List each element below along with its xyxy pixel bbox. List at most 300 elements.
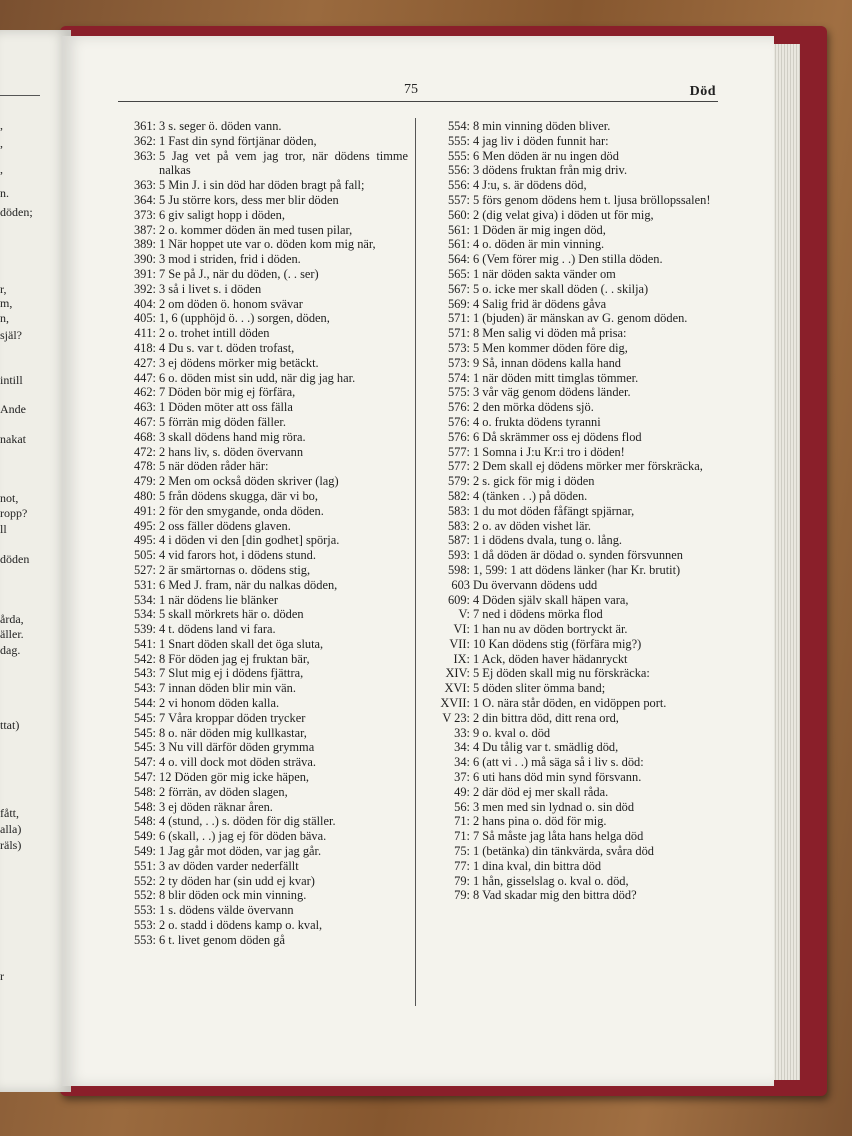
- index-entry: [126, 888, 408, 903]
- index-entry: [126, 519, 408, 534]
- index-entry: [428, 563, 720, 578]
- entry-reference: 49:: [454, 784, 470, 799]
- entry-reference: 543:: [133, 681, 156, 696]
- entry-text: 6 Med J. fram, när du nalkas döden,: [159, 577, 338, 592]
- index-entry: [126, 415, 408, 430]
- left-page-fragment: äller.: [0, 627, 24, 641]
- entry-reference: XIV:: [445, 666, 470, 681]
- index-entry: [428, 149, 720, 164]
- index-entry: [428, 622, 720, 637]
- index-entry: [126, 311, 408, 326]
- entry-text: 1 (betänka) din tänkvärda, svåra död: [473, 844, 654, 859]
- entry-text: 1 Somna i J:u Kr:i tro i döden!: [473, 444, 625, 459]
- left-page-header-rule: [0, 95, 40, 96]
- entry-text: 2 är smärtornas o. dödens stig,: [159, 562, 311, 577]
- entry-text: 5 förs genom dödens hem t. ljusa bröllopssalen!: [473, 192, 711, 207]
- entry-reference: 33:: [454, 725, 470, 740]
- page-number: 75: [404, 82, 418, 97]
- entry-text: 2 oss fäller dödens glaven.: [159, 518, 291, 533]
- index-entry: [126, 326, 408, 341]
- entry-reference: 561:: [447, 237, 470, 252]
- left-page-fragment: räls): [0, 838, 22, 852]
- entry-reference: 71:: [454, 814, 470, 829]
- entry-text: 2 o. trohet intill döden: [159, 326, 270, 341]
- index-entry: [126, 178, 408, 193]
- entry-text: 10 Kan dödens stig (förfära mig?): [473, 636, 642, 651]
- entry-text: 4 Du s. var t. döden trofast,: [159, 340, 295, 355]
- entry-text: 5 Ju större kors, dess mer blir döden: [159, 192, 339, 207]
- index-entry: [126, 459, 408, 474]
- entry-reference: 71:: [454, 829, 470, 844]
- entry-text: 5 från dödens skugga, där vi bo,: [159, 488, 318, 503]
- entry-reference: 551:: [133, 858, 156, 873]
- entry-reference: 79:: [454, 873, 470, 888]
- index-entry: [126, 903, 408, 918]
- index-entry: [428, 814, 720, 829]
- header-rule: [118, 101, 718, 102]
- entry-reference: 549:: [133, 844, 156, 859]
- left-page-fragment: not,: [0, 491, 19, 505]
- index-entry: [428, 371, 720, 386]
- index-entry: [126, 489, 408, 504]
- index-entry: [428, 311, 720, 326]
- index-entry: [126, 711, 408, 726]
- left-page-fragment: r,: [0, 282, 7, 296]
- entry-reference: VII:: [449, 636, 470, 651]
- entry-reference: 545:: [133, 710, 156, 725]
- entry-reference: 363:: [133, 178, 156, 193]
- entry-text: 2 om döden ö. honom svävar: [159, 296, 303, 311]
- entry-reference: 478:: [133, 459, 156, 474]
- entry-reference: 603: [451, 577, 470, 592]
- index-entry: [126, 356, 408, 371]
- entry-text: 6 (skall, . .) jag ej för döden bäva.: [159, 829, 327, 844]
- entry-text: 6 (Vem förer mig . .) Den stilla döden.: [473, 252, 663, 267]
- index-entry: [126, 371, 408, 386]
- index-entry: [428, 504, 720, 519]
- entry-text: 12 Döden gör mig icke häpen,: [159, 770, 310, 785]
- index-entry: [126, 918, 408, 933]
- index-entry: [126, 859, 408, 874]
- index-entry: [428, 445, 720, 460]
- entry-text: 7 Slut mig ej i dödens fjättra,: [159, 666, 304, 681]
- page-header: [118, 82, 718, 102]
- entry-text: 3 av döden varder nederfällt: [159, 858, 299, 873]
- index-entry: [126, 430, 408, 445]
- entry-text: 2 förrän, av döden slagen,: [159, 784, 288, 799]
- entry-text: 1 hån, gisselslag o. kval o. död,: [473, 873, 629, 888]
- index-entry: [126, 252, 408, 267]
- index-entry: [428, 696, 720, 711]
- index-entry: [126, 814, 408, 829]
- entry-text: 4 Salig frid är dödens gåva: [473, 296, 607, 311]
- entry-text: 5 förrän mig döden fäller.: [159, 414, 286, 429]
- index-entry: [126, 149, 408, 179]
- index-entry: [428, 297, 720, 312]
- entry-text: 3 så i livet s. i döden: [159, 281, 262, 296]
- entry-text: 3 dödens fruktan från mig driv.: [473, 163, 628, 178]
- index-entry: [428, 711, 720, 726]
- index-entry: [126, 637, 408, 652]
- entry-text: 4 J:u, s. är dödens död,: [473, 178, 587, 193]
- index-entry: [428, 400, 720, 415]
- entry-reference: 491:: [133, 503, 156, 518]
- entry-text: 4 Döden själv skall häpen vara,: [473, 592, 629, 607]
- index-entry: [126, 800, 408, 815]
- entry-reference: 389:: [133, 237, 156, 252]
- index-entry: [428, 208, 720, 223]
- index-entry: [428, 341, 720, 356]
- left-page-fragment: m,: [0, 296, 13, 310]
- index-entry: [428, 593, 720, 608]
- entry-text: 1 O. nära står döden, en vidöppen port.: [473, 696, 667, 711]
- entry-reference: 505:: [133, 548, 156, 563]
- entry-reference: 79:: [454, 888, 470, 903]
- left-page-fragment: fått,: [0, 806, 19, 820]
- entry-reference: 479:: [133, 474, 156, 489]
- entry-text: 3 ej döden räknar åren.: [159, 799, 273, 814]
- entry-text: 1 i dödens dvala, tung o. lång.: [473, 533, 623, 548]
- entry-reference: 468:: [133, 429, 156, 444]
- index-entry: [126, 726, 408, 741]
- index-entry: [126, 445, 408, 460]
- index-entry: [126, 829, 408, 844]
- entry-reference: 609:: [447, 592, 470, 607]
- index-entry: [126, 755, 408, 770]
- left-page-fragment: årda,: [0, 612, 24, 626]
- index-entry: [126, 193, 408, 208]
- entry-text: 1 Döden är mig ingen död,: [473, 222, 606, 237]
- left-page-fragment: n.: [0, 186, 9, 200]
- entry-text: 2 hans liv, s. döden övervann: [159, 444, 304, 459]
- entry-text: 8 min vinning döden bliver.: [473, 119, 611, 133]
- index-entry: [126, 770, 408, 785]
- entry-reference: 598:: [447, 562, 470, 577]
- entry-reference: 577:: [447, 444, 470, 459]
- entry-text: 2 o. kommer döden än med tusen pilar,: [159, 222, 353, 237]
- entry-reference: 404:: [133, 296, 156, 311]
- entry-reference: 571:: [447, 311, 470, 326]
- entry-reference: XVII:: [440, 696, 470, 711]
- index-entry: [428, 356, 720, 371]
- entry-reference: 364:: [133, 192, 156, 207]
- index-entry: [126, 578, 408, 593]
- index-entry: [126, 385, 408, 400]
- entry-reference: 576:: [447, 429, 470, 444]
- entry-text: 5 Jag vet på vem jag tror, när dödens timme nalkas: [159, 148, 408, 178]
- entry-reference: 495:: [133, 518, 156, 533]
- index-entry: [428, 459, 720, 474]
- index-entry: [126, 593, 408, 608]
- index-entry: [428, 489, 720, 504]
- left-column: [126, 119, 408, 948]
- index-entry: [428, 666, 720, 681]
- index-entry: [428, 533, 720, 548]
- entry-reference: V 23:: [442, 710, 470, 725]
- entry-text: 4 (stund, . .) s. döden för dig ställer.: [159, 814, 336, 829]
- entry-text: 4 o. vill dock mot döden sträva.: [159, 755, 316, 770]
- entry-text: 3 skall dödens hand mig röra.: [159, 429, 306, 444]
- entry-text: 6 Men döden är nu ingen död: [473, 148, 619, 163]
- entry-text: 1 (bjuden) är mänskan av G. genom döden.: [473, 311, 688, 326]
- entry-text: 4 i döden vi den [din godhet] spörja.: [159, 533, 340, 548]
- entry-text: 8 blir döden ock min vinning.: [159, 888, 307, 903]
- entry-reference: 593:: [447, 548, 470, 563]
- entry-text: 3 vår väg genom dödens länder.: [473, 385, 631, 400]
- index-entry: [126, 548, 408, 563]
- entry-reference: 545:: [133, 740, 156, 755]
- entry-text: 4 o. döden är min vinning.: [473, 237, 605, 252]
- index-entry: [126, 933, 408, 948]
- index-entry: [428, 519, 720, 534]
- entry-reference: 405:: [133, 311, 156, 326]
- entry-reference: VI:: [453, 622, 470, 637]
- entry-text: 9 Så, innan dödens kalla hand: [473, 355, 621, 370]
- entry-text: 6 uti hans död min synd försvann.: [473, 770, 642, 785]
- index-entry: [428, 652, 720, 667]
- entry-text: 5 när döden råder här:: [159, 459, 269, 474]
- entry-text: 2 Dem skall ej dödens mörker mer förskräcka,: [473, 459, 703, 474]
- entry-text: 1, 6 (upphöjd ö. . .) sorgen, döden,: [159, 311, 330, 326]
- entry-reference: 564:: [447, 252, 470, 267]
- left-page-fragment: intill: [0, 373, 23, 387]
- entry-text: 8 För döden jag ej fruktan bär,: [159, 651, 310, 666]
- index-entry: [428, 785, 720, 800]
- index-entry: [126, 134, 408, 149]
- entry-text: 8 o. när döden mig kullkastar,: [159, 725, 307, 740]
- entry-text: 7 innan döden blir min vän.: [159, 681, 296, 696]
- entry-text: 2 den mörka dödens sjö.: [473, 400, 594, 415]
- index-entry: [428, 267, 720, 282]
- entry-text: 1 när döden sakta vänder om: [473, 266, 616, 281]
- index-entry: [428, 415, 720, 430]
- entry-text: 4 Du tålig var t. smädlig död,: [473, 740, 619, 755]
- index-entry: [126, 267, 408, 282]
- entry-text: 1 När hoppet ute var o. döden kom mig när,: [159, 237, 376, 252]
- entry-text: 3 Nu vill därför döden grymma: [159, 740, 315, 755]
- index-entry: [126, 785, 408, 800]
- entry-reference: 361:: [133, 119, 156, 133]
- entry-text: 8 Vad skadar mig den bittra död?: [473, 888, 637, 903]
- entry-text: 5 o. icke mer skall döden (. . skilja): [473, 281, 649, 296]
- entry-text: 6 (att vi . .) må säga så i liv s. död:: [473, 755, 644, 770]
- entry-reference: 392:: [133, 281, 156, 296]
- left-page-fragment: ,: [0, 118, 3, 132]
- entry-reference: 37:: [454, 770, 470, 785]
- index-entry: [126, 400, 408, 415]
- entry-text: 1 han nu av döden bortryckt är.: [473, 622, 628, 637]
- index-entry: [428, 800, 720, 815]
- entry-text: 2 s. gick för mig i döden: [473, 474, 595, 489]
- entry-text: Du övervann dödens udd: [473, 577, 598, 592]
- index-entry: [126, 844, 408, 859]
- entry-text: 2 din bittra död, ditt rena ord,: [473, 710, 619, 725]
- entry-text: 2 ty döden har (sin udd ej kvar): [159, 873, 315, 888]
- entry-reference: 573:: [447, 355, 470, 370]
- left-page: [0, 30, 71, 1092]
- left-page-fragment: döden: [0, 552, 30, 566]
- entry-reference: 565:: [447, 266, 470, 281]
- entry-text: 3 s. seger ö. döden vann.: [159, 119, 282, 133]
- entry-reference: 552:: [133, 888, 156, 903]
- entry-reference: 373:: [133, 207, 156, 222]
- index-entry: [428, 282, 720, 297]
- entry-reference: 569:: [447, 296, 470, 311]
- entry-reference: 574:: [447, 370, 470, 385]
- entry-reference: 34:: [454, 755, 470, 770]
- entry-text: 7 Döden bör mig ej förfära,: [159, 385, 296, 400]
- index-entry: [428, 888, 720, 903]
- entry-reference: 587:: [447, 533, 470, 548]
- entry-reference: 462:: [133, 385, 156, 400]
- entry-text: 5 Min J. i sin död har döden bragt på fall;: [159, 178, 365, 193]
- index-entry: [126, 208, 408, 223]
- entry-reference: 495:: [133, 533, 156, 548]
- entry-reference: 560:: [447, 207, 470, 222]
- entry-reference: 548:: [133, 784, 156, 799]
- entry-text: 4 o. frukta dödens tyranni: [473, 414, 601, 429]
- entry-reference: 548:: [133, 814, 156, 829]
- entry-reference: 556:: [447, 163, 470, 178]
- entry-text: 7 Våra kroppar döden trycker: [159, 710, 306, 725]
- entry-reference: 467:: [133, 414, 156, 429]
- entry-text: 1 dina kval, din bittra död: [473, 858, 602, 873]
- entry-reference: 583:: [447, 503, 470, 518]
- entry-text: 6 giv saligt hopp i döden,: [159, 207, 285, 222]
- index-entry: [126, 563, 408, 578]
- entry-reference: IX:: [453, 651, 470, 666]
- entry-reference: 427:: [133, 355, 156, 370]
- index-entry: [428, 385, 720, 400]
- entry-reference: 579:: [447, 474, 470, 489]
- entry-text: 4 t. dödens land vi fara.: [159, 622, 276, 637]
- left-page-fragment: r: [0, 969, 4, 983]
- entry-reference: XVI:: [444, 681, 470, 696]
- index-entry: [126, 474, 408, 489]
- index-entry: [428, 134, 720, 149]
- entry-reference: 447:: [133, 370, 156, 385]
- entry-text: 4 (tänken . .) på döden.: [473, 488, 588, 503]
- entry-text: 2 o. stadd i dödens kamp o. kval,: [159, 918, 323, 933]
- entry-text: 7 ned i dödens mörka flod: [473, 607, 603, 622]
- index-entry: [126, 282, 408, 297]
- entry-text: 3 ej dödens mörker mig betäckt.: [159, 355, 319, 370]
- entry-text: 1, 599: 1 att dödens länker (har Kr. brutit): [473, 562, 681, 577]
- entry-reference: 411:: [134, 326, 156, 341]
- entry-reference: 418:: [133, 340, 156, 355]
- entry-reference: 567:: [447, 281, 470, 296]
- left-page-fragment: ropp?: [0, 506, 28, 520]
- entry-reference: 548:: [133, 799, 156, 814]
- entry-reference: 390:: [133, 252, 156, 267]
- entry-reference: 553:: [133, 903, 156, 918]
- entry-text: 1 när dödens lie blänker: [159, 592, 279, 607]
- entry-text: 2 Men om också döden skriver (lag): [159, 474, 339, 489]
- index-entry: [428, 193, 720, 208]
- entry-text: 6 t. livet genom döden gå: [159, 932, 285, 947]
- entry-reference: 554:: [447, 119, 470, 133]
- entry-reference: 561:: [447, 222, 470, 237]
- index-entry: [126, 681, 408, 696]
- entry-text: 5 döden sliter ömma band;: [473, 681, 606, 696]
- left-page-fragment: dag.: [0, 643, 21, 657]
- entry-reference: 576:: [447, 400, 470, 415]
- index-entry: [126, 666, 408, 681]
- entry-text: 1 Snart döden skall det öga sluta,: [159, 636, 324, 651]
- entry-text: 1 Jag går mot döden, var jag går.: [159, 844, 322, 859]
- entry-text: 5 skall mörkrets här o. döden: [159, 607, 304, 622]
- entry-reference: V:: [458, 607, 470, 622]
- entry-text: 4 vid farors hot, i dödens stund.: [159, 548, 316, 563]
- entry-reference: 480:: [133, 488, 156, 503]
- index-entry: [428, 755, 720, 770]
- entry-reference: 391:: [133, 266, 156, 281]
- index-entry: [428, 548, 720, 563]
- entry-text: 1 då döden är dödad o. synden försvunnen: [473, 548, 683, 563]
- entry-text: 2 (dig velat giva) i döden ut för mig,: [473, 207, 654, 222]
- entry-reference: 77:: [454, 858, 470, 873]
- index-entry: [428, 252, 720, 267]
- left-page-fragment: nakat: [0, 432, 26, 446]
- entry-reference: 576:: [447, 414, 470, 429]
- left-page-fragment: ttat): [0, 718, 20, 732]
- entry-text: 2 där död ej mer skall råda.: [473, 784, 609, 799]
- index-entry: [126, 297, 408, 312]
- entry-reference: 577:: [447, 459, 470, 474]
- index-entry: [126, 237, 408, 252]
- entry-reference: 531:: [133, 577, 156, 592]
- running-head: Död: [689, 84, 716, 99]
- entry-reference: 534:: [133, 592, 156, 607]
- entry-text: 6 Då skrämmer oss ej dödens flod: [473, 429, 642, 444]
- entry-reference: 555:: [447, 133, 470, 148]
- entry-reference: 56:: [454, 799, 470, 814]
- entry-reference: 544:: [133, 696, 156, 711]
- index-entry: [428, 874, 720, 889]
- index-entry: [428, 326, 720, 341]
- entry-reference: 552:: [133, 873, 156, 888]
- entry-reference: 547:: [133, 755, 156, 770]
- entry-reference: 556:: [447, 178, 470, 193]
- entry-text: 2 hans pina o. död för mig.: [473, 814, 607, 829]
- entry-text: 1 du mot döden fåfängt spjärnar,: [473, 503, 635, 518]
- entry-reference: 463:: [133, 400, 156, 415]
- index-entry: [126, 119, 408, 134]
- entry-text: 1 Ack, döden haver hädanryckt: [473, 651, 628, 666]
- entry-text: 2 o. av döden vishet lär.: [473, 518, 592, 533]
- index-entry: [428, 430, 720, 445]
- entry-reference: 547:: [133, 770, 156, 785]
- right-column: [428, 119, 720, 903]
- index-entry: [428, 637, 720, 652]
- entry-reference: 75:: [454, 844, 470, 859]
- entry-reference: 553:: [133, 918, 156, 933]
- page-edges: [770, 44, 800, 1080]
- entry-text: 7 Se på J., när du döden, (. . ser): [159, 266, 319, 281]
- left-page-fragment: n,: [0, 311, 9, 325]
- entry-text: 2 vi honom döden kalla.: [159, 696, 280, 711]
- left-page-fragment: ,: [0, 162, 3, 176]
- entry-reference: 387:: [133, 222, 156, 237]
- entry-reference: 34:: [454, 740, 470, 755]
- entry-reference: 362:: [133, 133, 156, 148]
- index-entry: [428, 178, 720, 193]
- index-entry: [428, 237, 720, 252]
- entry-text: 1 s. dödens välde övervann: [159, 903, 294, 918]
- entry-text: 4 jag liv i döden funnit har:: [473, 133, 609, 148]
- entry-reference: 534:: [133, 607, 156, 622]
- left-page-fragment: ll: [0, 522, 7, 536]
